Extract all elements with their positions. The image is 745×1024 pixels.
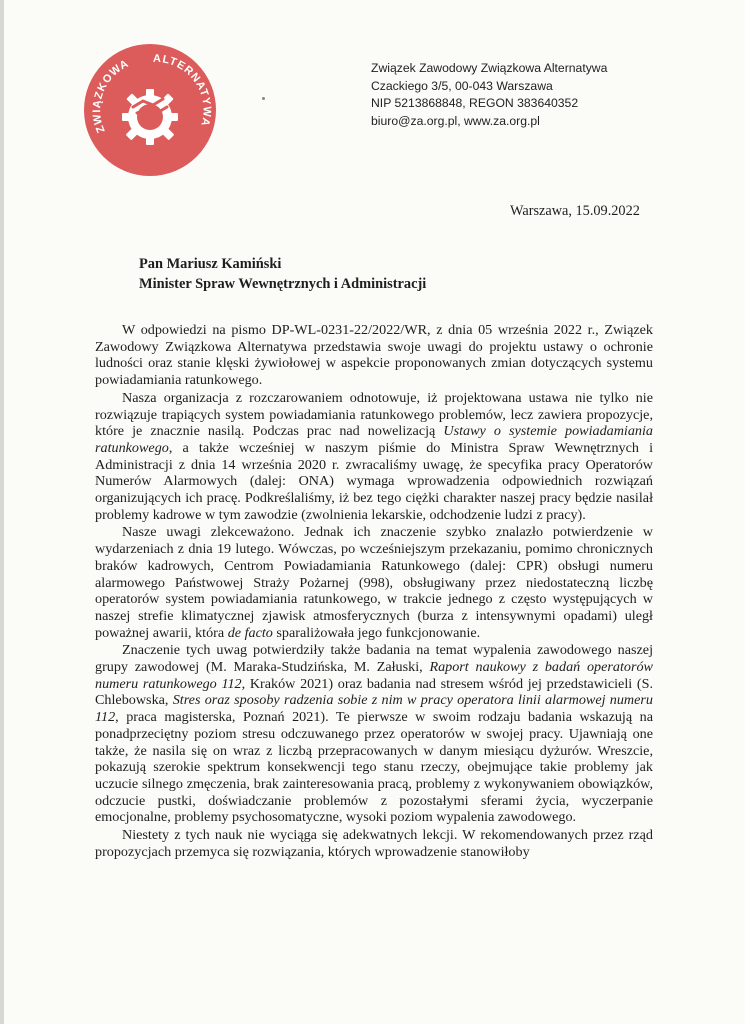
- recipient-block: [139, 255, 426, 294]
- scan-speck: [262, 97, 265, 100]
- place-date: Warszawa, 15.09.2022: [510, 203, 640, 219]
- org-ids: NIP 5213868848, REGON 383640352: [371, 96, 579, 110]
- org-name: Związek Zawodowy Związkowa Alternatywa: [371, 61, 608, 75]
- organization-header: [371, 60, 607, 130]
- scan-edge: [0, 0, 4, 1024]
- org-contact: biuro@za.org.pl, www.za.org.pl: [371, 113, 540, 128]
- paragraph-3: Nasze uwagi zlekceważono. Jednak ich znaczenie szybko znalazło potwierdzenie w wydarzeniach z dnia 19 lutego. Wówczas, po wcześniejszym przekazaniu, pomimo chronicznych braków kadrowych, Centrom Powiadamiania Ratunkowego (dalej: CPR) obsługi numeru alarmowego Państwowej Straży Pożarnej (998), obsługiwany przez niedostateczną liczbę operatorów system powiadamiania ratunkowego, w trakcie jednego z często występujących w naszej strefie klimatycznej zjawisk atmosferycznych (burza z intensywnymi opadami) uległ poważnej awarii, która de facto sparaliżowała jego funkcjonowanie.: [95, 524, 653, 641]
- letter-body: [95, 322, 653, 862]
- recipient-name: Pan Mariusz Kamiński: [139, 256, 282, 272]
- org-address: Czackiego 3/5, 00-043 Warszawa: [371, 78, 553, 93]
- union-logo: [83, 43, 217, 177]
- paragraph-1: W odpowiedzi na pismo DP-WL-0231-22/2022/WR, z dnia 05 września 2022 r., Związek Zawodowy Związkowa Alternatywa przedstawia swoje uwagi do projektu ustawy o ochronie ludności oraz stanie klęski żywiołowej w aspekcie proponowanych zmian dotyczących systemu powiadamiania ratunkowego.: [95, 322, 653, 389]
- logo-text-left: ZWIĄZKOWA: [91, 57, 132, 135]
- paragraph-2: Nasza organizacja z rozczarowaniem odnotowuje, iż projektowana ustawa nie tylko nie rozwiązuje trapiących system powiadamiania ratunkowego problemów, lecz zawiera propozycje, które je znacznie nasilą. Podczas prac nad nowelizacją Ustawy o systemie powiadamiania ratunkowego, a także wcześniej w naszym piśmie do Ministra Spraw Wewnętrznych i Administracji z dnia 14 września 2020 r. zwracaliśmy uwagę, że specyfika pracy Operatorów Numerów Alarmowych (dalej: ONA) wymaga wprowadzenia odpowiednich rozwiązań organizujących ich pracę. Podkreślaliśmy, iż bez tego ciężki charakter naszej pracy będzie nasilał problemy kadrowe w tym zawodzie (zwolnienia lekarskie, odchodzenie ludzi z pracy).: [95, 389, 653, 523]
- recipient-title: Minister Spraw Wewnętrznych i Administracji: [139, 275, 427, 292]
- gear-icon: [122, 89, 178, 145]
- logo-text-right: ALTERNATYWA: [152, 52, 213, 128]
- paragraph-5: Niestety z tych nauk nie wyciąga się adekwatnych lekcji. W rekomendowanych przez rząd propozycjach przemyca się rozwiązania, których wprowadzenie stanowiłoby: [95, 827, 653, 860]
- paragraph-4: Znaczenie tych uwag potwierdziły także badania na temat wypalenia zawodowego naszej grupy zawodowej (M. Maraka-Studzińska, M. Załuski, Raport naukowy z badań operatorów numeru ratunkowego 112, Kraków 2021) oraz badania nad stresem wśród jej przedstawicieli (S. Chlebowska, Stres oraz sposoby radzenia sobie z nim w pracy operatora linii alarmowej numeru 112, praca magisterska, Poznań 2021). Te pierwsze w swoim rodzaju badania wskazują na ponadprzeciętny poziom stresu odczuwanego przez operatorów w swojej pracy. Ujawniają one także, że nasila się on wraz z liczbą przepracowanych w danym miesiącu dyżurów. Wreszcie, pokazują szerokie spektrum konsekwencji tego stanu rzeczy, obejmujące takie problemy jak uczucie silnego zmęczenia, brak zainteresowania pracą, problemy z wykonywaniem obowiązków, odczucie pustki, doświadczanie problemów z pozostałymi sferami życia, wyczerpanie emocjonalne, problemy psychosomatyczne, wysoki poziom wypalenia zawodowego.: [95, 642, 653, 826]
